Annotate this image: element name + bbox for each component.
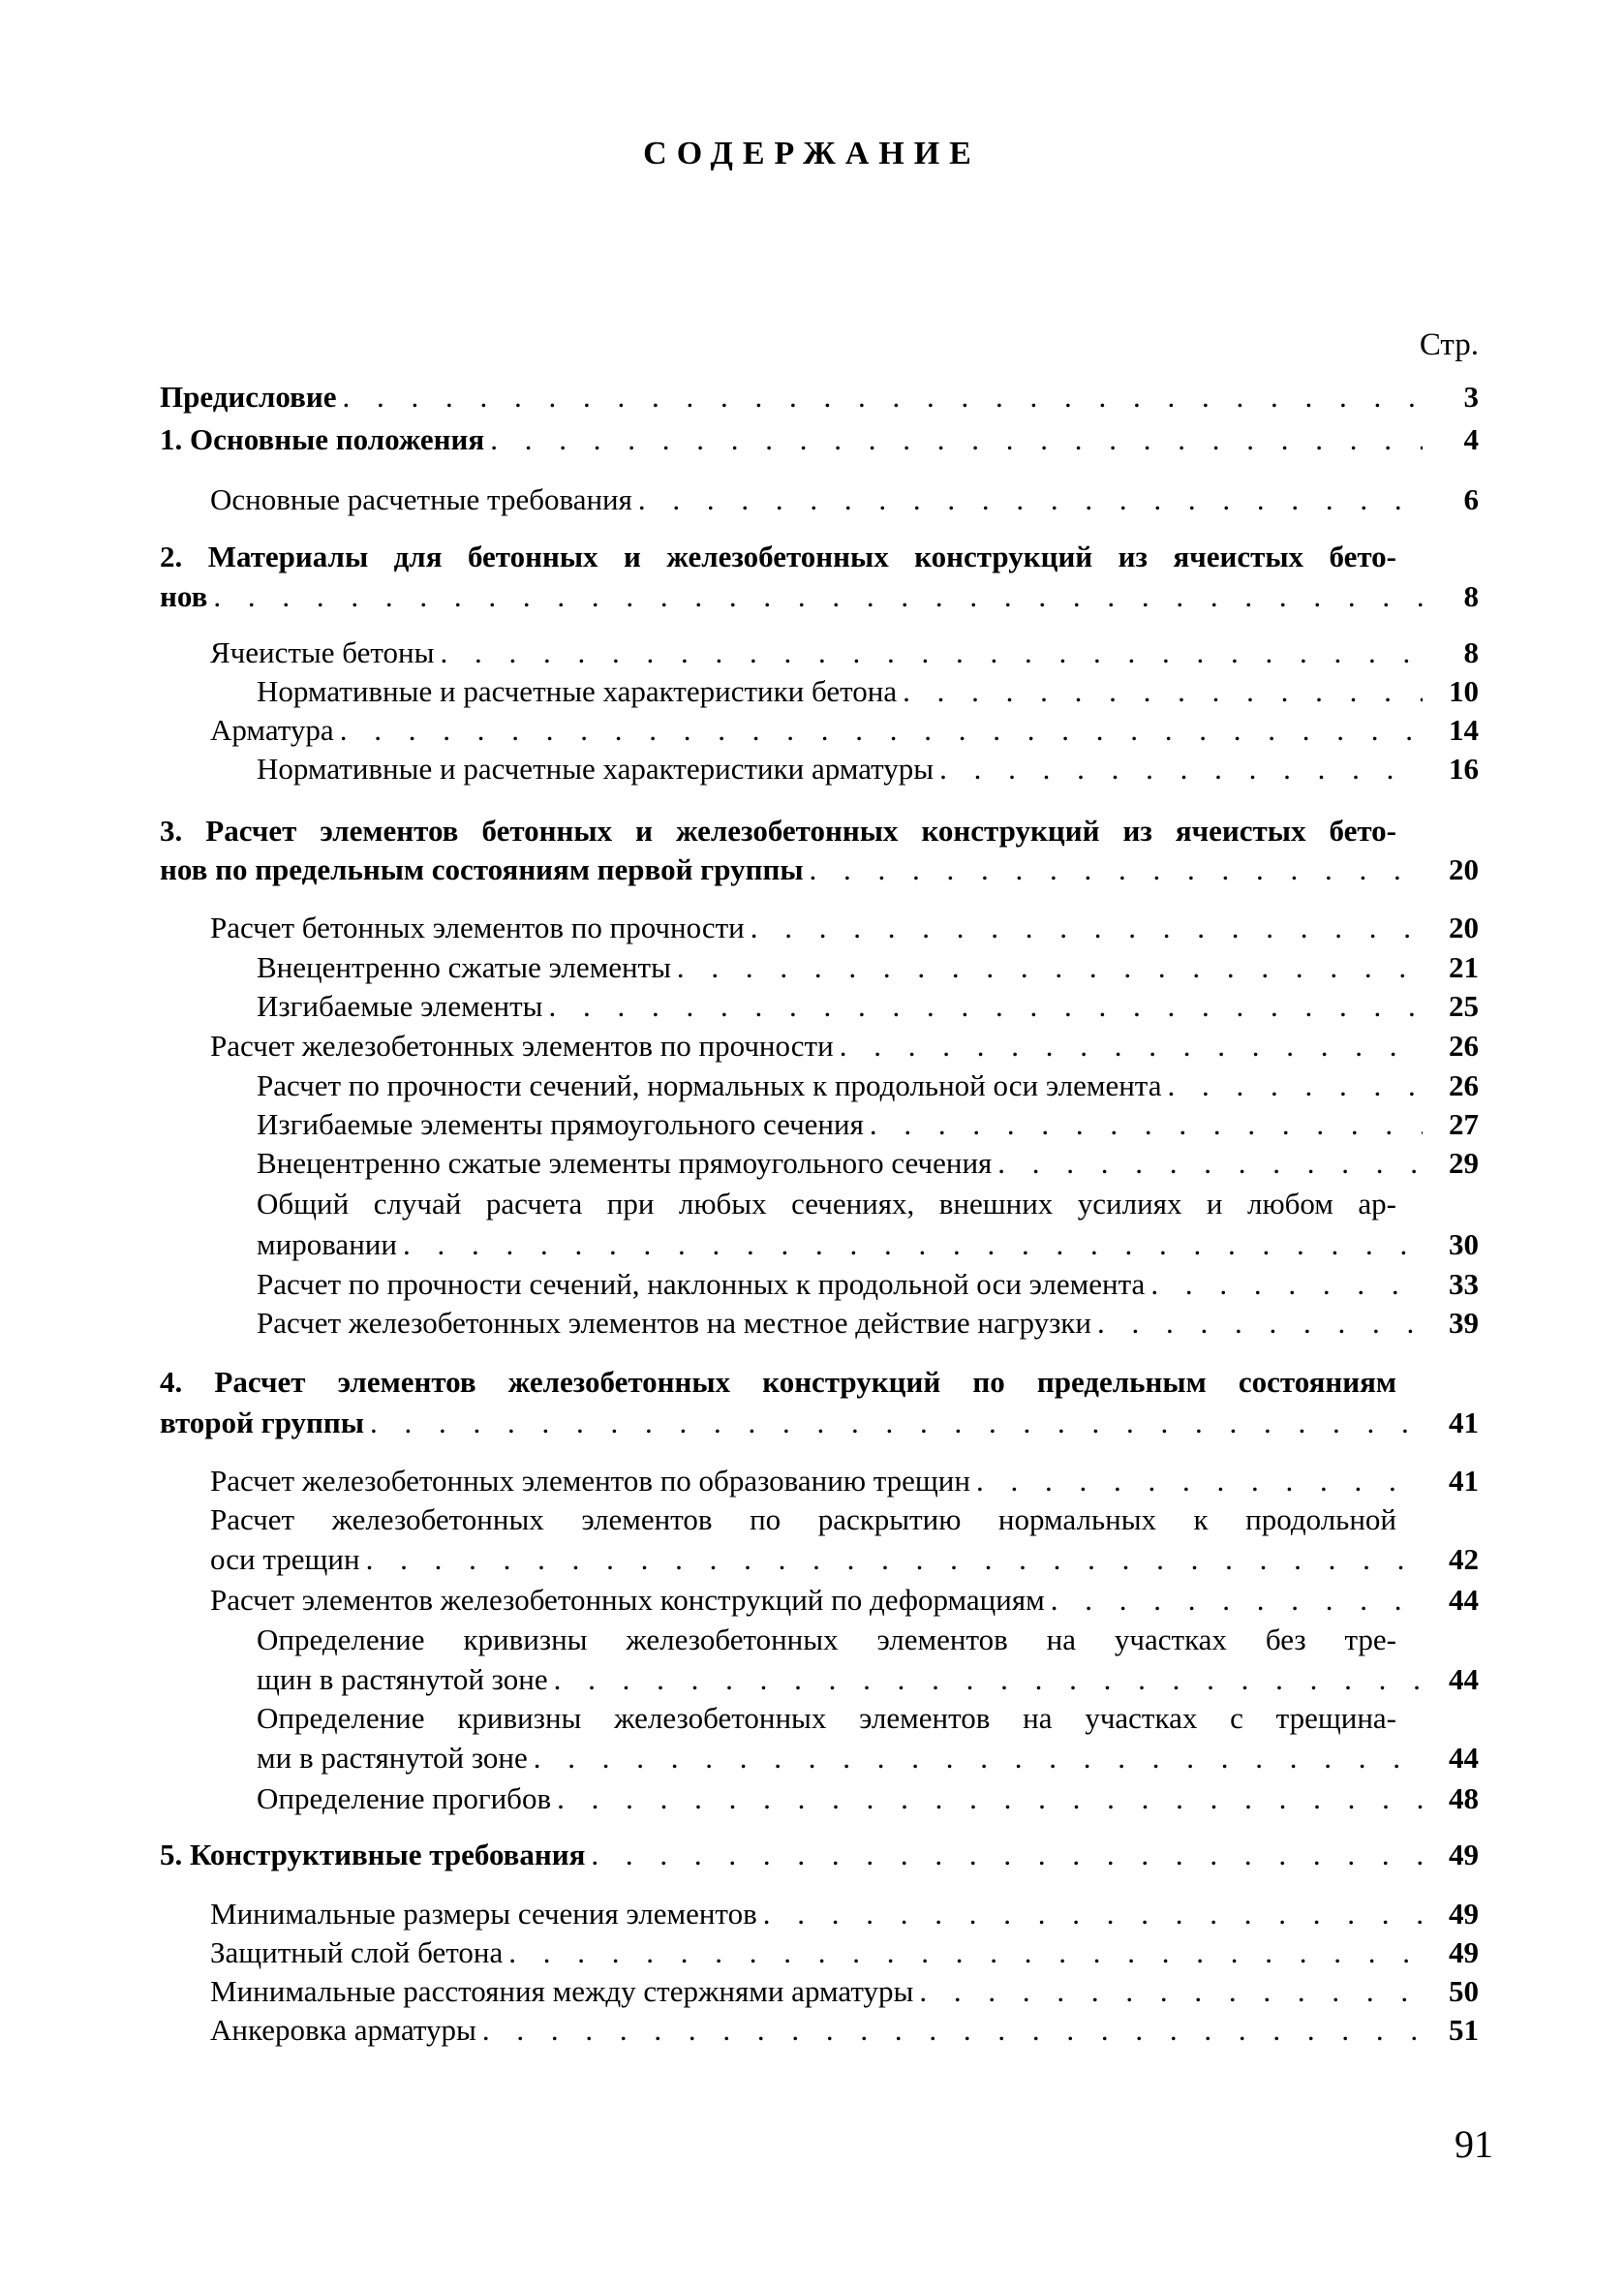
toc-entry[interactable] — [210, 1027, 1479, 1066]
dot-leader — [810, 850, 1423, 889]
toc-page-number: 20 — [1449, 911, 1479, 944]
dot-leader — [343, 378, 1424, 417]
toc-entry-title: щин в растянутой зоне — [257, 1662, 548, 1696]
toc-entry[interactable] — [210, 480, 1479, 519]
dot-leader — [370, 1404, 1423, 1442]
toc-page-number: 49 — [1449, 1897, 1479, 1931]
toc-entry-title: Нормативные и расчетные характеристики арматуры — [257, 752, 935, 786]
toc-entry[interactable] — [210, 1540, 1479, 1579]
page-column-label: Стр. — [1419, 327, 1479, 362]
toc-page-number: 3 — [1463, 380, 1479, 414]
dot-leader — [440, 634, 1423, 672]
toc-page-number: 29 — [1449, 1146, 1479, 1180]
toc-page-number: 8 — [1463, 635, 1479, 669]
toc-entry[interactable] — [210, 1462, 1479, 1500]
toc-entry-title: Расчет элементов железобетонных конструкций по деформациям — [210, 1583, 1045, 1617]
toc-entry-title: Расчет по прочности сечений, нормальных к продольной оси элемента — [257, 1068, 1162, 1102]
dot-leader — [1150, 1265, 1423, 1304]
toc-entry[interactable] — [160, 378, 1479, 417]
toc-entry-title-line1: 2. Материалы для бетонных и железобетонных конструкций из ячеистых бето- — [160, 540, 1396, 573]
toc-entry-title: Нормативные и расчетные характеристики бетона — [257, 674, 898, 708]
toc-entry[interactable] — [210, 1581, 1479, 1620]
dot-leader — [554, 1660, 1423, 1699]
dot-leader — [997, 1144, 1423, 1183]
page-number: 91 — [1455, 2122, 1493, 2166]
dot-leader — [919, 1972, 1423, 2011]
toc-page-number: 42 — [1449, 1542, 1479, 1576]
toc-entry[interactable] — [257, 1660, 1479, 1699]
toc-entry[interactable] — [257, 750, 1479, 788]
toc-entry[interactable] — [257, 1066, 1479, 1105]
toc-entry[interactable] — [210, 1972, 1479, 2011]
toc-page-number: 16 — [1449, 752, 1479, 786]
toc-entry[interactable] — [210, 1895, 1479, 1933]
toc-page-number: 30 — [1449, 1227, 1479, 1261]
toc-entry[interactable] — [210, 634, 1479, 672]
toc-entry-title: Расчет железобетонных элементов по образованию трещин — [210, 1464, 970, 1498]
toc-entry-title: Ячеистые бетоны — [210, 635, 435, 669]
dot-leader — [751, 909, 1423, 947]
toc-page-number: 41 — [1449, 1406, 1479, 1439]
toc-entry-title: нов — [160, 579, 208, 613]
toc-page-number: 48 — [1449, 1781, 1479, 1815]
toc-entry-title: Изгибаемые элементы — [257, 989, 543, 1023]
dot-leader — [939, 750, 1423, 788]
toc-entry-title: мировании — [257, 1227, 397, 1261]
toc-entry-title-line1: Расчет железобетонных элементов по раскрытию нормальных к продольной — [210, 1502, 1396, 1536]
dot-leader — [213, 577, 1423, 616]
toc-page-number: 50 — [1449, 1974, 1479, 2008]
dot-leader — [903, 672, 1423, 711]
dot-leader — [1051, 1581, 1423, 1620]
toc-entry-title-line1: 3. Расчет элементов бетонных и железобетонных конструкций из ячеистых бето- — [160, 814, 1396, 848]
toc-page-number: 49 — [1449, 1838, 1479, 1871]
toc-entry-title: Изгибаемые элементы прямоугольного сечения — [257, 1107, 864, 1141]
dot-leader — [870, 1105, 1423, 1144]
toc-entry-title: 1. Основные положения — [160, 422, 485, 456]
toc-page-number: 33 — [1449, 1267, 1479, 1301]
dot-leader — [490, 420, 1423, 459]
toc-page-number: 27 — [1449, 1107, 1479, 1141]
toc-page-number: 21 — [1449, 950, 1479, 984]
toc-entry[interactable] — [257, 948, 1479, 987]
toc-entry[interactable] — [257, 1225, 1479, 1264]
toc-entry[interactable] — [257, 1105, 1479, 1144]
toc-entry-title: Внецентренно сжатые элементы прямоугольного сечения — [257, 1146, 993, 1180]
toc-entry-title: Минимальные размеры сечения элементов — [210, 1897, 757, 1931]
dot-leader — [763, 1895, 1423, 1933]
dot-leader — [591, 1836, 1423, 1874]
toc-page-number: 10 — [1449, 674, 1479, 708]
dot-leader — [976, 1462, 1423, 1500]
toc-entry-title: нов по предельным состояниям первой группы — [160, 852, 804, 886]
toc-entry-title: 5. Конструктивные требования — [160, 1838, 586, 1871]
toc-entry[interactable] — [257, 1265, 1479, 1304]
toc-entry[interactable] — [257, 672, 1479, 711]
dot-leader — [403, 1225, 1423, 1264]
dot-leader — [840, 1027, 1423, 1066]
page-title: СОДЕРЖАНИЕ — [643, 136, 981, 171]
toc-entry[interactable] — [210, 1933, 1479, 1972]
toc-entry[interactable] — [210, 2011, 1479, 2050]
dot-leader — [366, 1540, 1423, 1579]
toc-entry-title: ми в растянутой зоне — [257, 1741, 528, 1775]
toc-entry-title: Анкеровка арматуры — [210, 2013, 476, 2047]
dot-leader — [482, 2011, 1423, 2050]
dot-leader — [508, 1933, 1423, 1972]
toc-entry-title: Защитный слой бетона — [210, 1935, 504, 1969]
toc-entry[interactable] — [160, 850, 1479, 889]
toc-entry[interactable] — [210, 909, 1479, 947]
toc-page-number: 51 — [1449, 2013, 1479, 2047]
toc-entry[interactable] — [257, 1304, 1479, 1343]
toc-page-number: 44 — [1449, 1583, 1479, 1617]
toc-entry[interactable] — [257, 987, 1479, 1026]
dot-leader — [1168, 1066, 1424, 1105]
toc-entry-title: Расчет железобетонных элементов по прочности — [210, 1029, 834, 1063]
toc-page-number: 49 — [1449, 1935, 1479, 1969]
toc-entry-title: оси трещин — [210, 1542, 360, 1576]
toc-page-number: 44 — [1449, 1741, 1479, 1775]
toc-entry-title-line1: Определение кривизны железобетонных элементов на участках без тре- — [257, 1623, 1396, 1656]
toc-entry[interactable] — [160, 420, 1479, 459]
toc-page-number: 4 — [1463, 422, 1479, 456]
toc-entry-title: Расчет железобетонных элементов на местное действие нагрузки — [257, 1306, 1091, 1340]
toc-page-number: 41 — [1449, 1464, 1479, 1498]
dot-leader — [677, 948, 1423, 987]
toc-page-number: 39 — [1449, 1306, 1479, 1340]
toc-page-number: 14 — [1449, 713, 1479, 747]
toc-entry-title: Расчет по прочности сечений, наклонных к продольной оси элемента — [257, 1267, 1146, 1301]
dot-leader — [638, 480, 1423, 519]
toc-entry[interactable] — [210, 711, 1479, 750]
toc-entry-title: Основные расчетные требования — [210, 482, 632, 516]
toc-page-number: 25 — [1449, 989, 1479, 1023]
toc-entry[interactable] — [257, 1779, 1479, 1818]
toc-entry-title: Минимальные расстояния между стержнями арматуры — [210, 1974, 914, 2008]
toc-page-number: 44 — [1449, 1662, 1479, 1696]
dot-leader — [549, 987, 1424, 1026]
toc-entry-title-line1: 4. Расчет элементов железобетонных конструкций по предельным состояниям — [160, 1365, 1396, 1399]
dot-leader — [340, 711, 1423, 750]
dot-leader — [1097, 1304, 1423, 1343]
toc-entry-title: Предисловие — [160, 380, 337, 414]
toc-entry[interactable] — [160, 1836, 1479, 1874]
toc-page-number: 26 — [1449, 1068, 1479, 1102]
toc-entry-title: Расчет бетонных элементов по прочности — [210, 911, 745, 944]
toc-entry-title-line1: Общий случай расчета при любых сечениях, внешних усилиях и любом ар- — [257, 1187, 1396, 1221]
toc-entry[interactable] — [160, 577, 1479, 616]
toc-page-number: 8 — [1463, 579, 1479, 613]
toc-entry-title: Внецентренно сжатые элементы — [257, 950, 671, 984]
toc-entry-title: второй группы — [160, 1406, 364, 1439]
toc-page-number: 6 — [1463, 482, 1479, 516]
dot-leader — [534, 1739, 1423, 1777]
toc-entry-title-line1: Определение кривизны железобетонных элементов на участках с трещина- — [257, 1701, 1396, 1735]
toc-page-number: 26 — [1449, 1029, 1479, 1063]
toc-entry-title: Определение прогибов — [257, 1781, 552, 1815]
toc-entry[interactable] — [160, 1404, 1479, 1442]
toc-entry[interactable] — [257, 1739, 1479, 1777]
toc-entry-title: Арматура — [210, 713, 334, 747]
toc-page-number: 20 — [1449, 852, 1479, 886]
toc-entry[interactable] — [257, 1144, 1479, 1183]
dot-leader — [557, 1779, 1423, 1818]
